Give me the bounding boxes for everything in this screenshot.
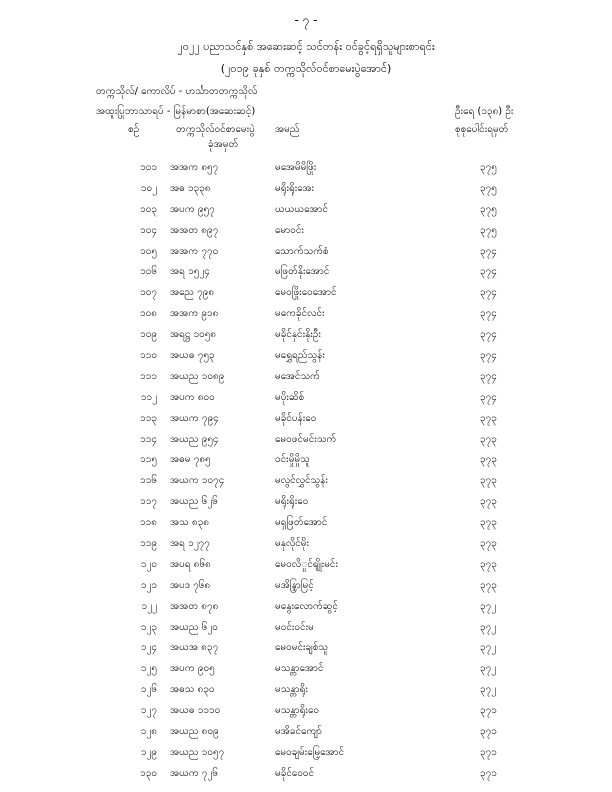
total-marks: ၃၇၃	[480, 558, 497, 570]
table-row	[0, 432, 612, 453]
total-marks: ၃၇၂	[480, 621, 497, 633]
roll-number: အအက ၇၇၀	[170, 245, 219, 257]
total-marks: ၃၇၃	[480, 454, 497, 466]
total-marks: ၃၇၁	[480, 705, 497, 717]
table-row	[0, 766, 612, 787]
student-name: မဖြတ်နိုးအောင်	[275, 266, 330, 278]
total-marks: ၃၇၅	[480, 162, 497, 173]
student-name: မရွှေရည်သွန်း	[275, 350, 325, 362]
table-row	[0, 682, 612, 703]
table-row	[0, 285, 612, 306]
student-name: မခိုင်ဝေဝင်	[275, 767, 315, 779]
total-marks: ၃၇၃	[480, 517, 497, 529]
roll-number: အအတ ၈၉၇	[170, 224, 219, 236]
roll-number: အဓသ ၈၃၀	[170, 684, 215, 696]
row-number: ၁၁၈	[140, 517, 157, 529]
table-row	[0, 661, 612, 682]
student-name: မေဝလိှုင်ရျိုးမင်း	[275, 558, 338, 570]
header-roll-number: တက္ကသိုလ်ဝင်စာမေးပွဲ	[176, 124, 255, 135]
roll-number: အဓ ၁၃၃၈	[170, 182, 211, 194]
roll-number: အယအ ၈၃၇	[170, 642, 219, 654]
row-number: ၁၂၆	[140, 684, 157, 696]
student-name: မအိန္ဒြာမြင့်	[275, 579, 314, 591]
student-name: မပိုးဆိစ်	[275, 391, 305, 403]
row-number: ၁၁၉	[140, 538, 157, 550]
row-number: ၁၂၂	[141, 600, 157, 612]
row-number: ၁၀၆	[140, 266, 157, 278]
table-row	[0, 181, 612, 202]
specialty-line: အထူးပြုဘာသာရပ် - မြန်မာစာ(အဆေးဆင့်)	[96, 106, 256, 117]
table-row	[0, 599, 612, 620]
total-marks: ၃၇၃	[480, 538, 497, 550]
roll-number: အပက ၈၀၀	[170, 391, 215, 403]
roll-number: အရ ၁၅၂၄	[170, 266, 210, 278]
row-number: ၁၀၇	[140, 287, 157, 299]
total-marks: ၃၇၁	[480, 726, 497, 738]
table-row	[0, 473, 612, 494]
row-number: ၁၁၀	[140, 350, 157, 362]
table-row	[0, 369, 612, 390]
total-marks: ၃၇၄	[480, 329, 497, 341]
row-number: ၁၂၄	[140, 642, 157, 654]
row-number: ၁၀၂	[140, 182, 157, 194]
table-row	[0, 223, 612, 244]
header-total-marks: စုစုပေါင်းရမှတ်	[455, 124, 509, 135]
student-name: မရိုးရိုးအေး	[275, 182, 315, 194]
student-name: သောက်သက်စံ	[275, 245, 329, 257]
table-row	[0, 745, 612, 766]
roll-number: အပဒ ၇၆၈	[170, 579, 211, 591]
student-name: မရှဖြတ်အောင်	[275, 517, 328, 529]
row-number: ၁၁၁	[140, 370, 157, 382]
roll-number: အအတ ၈၇၈	[170, 600, 219, 612]
total-marks: ၃၇၃	[480, 433, 497, 445]
total-marks: ၃၇၄	[480, 308, 497, 320]
total-marks: ၃၇၅	[480, 203, 497, 215]
student-name: မေဝချမ်းမြေ့အောင်	[275, 746, 345, 758]
student-name: မအိခင်ကျော်	[275, 726, 322, 738]
roll-number: အပက ၉၅၇	[170, 203, 215, 215]
row-number: ၁၂၈	[140, 726, 157, 738]
table-row	[0, 452, 612, 473]
student-name: မောဝင်း	[275, 224, 304, 236]
header-roll-number-line2: ခုံအမှတ်	[208, 139, 239, 150]
table-row	[0, 348, 612, 369]
total-count: ဦးရေ (၁၃၈) ဦး	[455, 106, 514, 117]
student-name: မေဝဖင်မင်းသက်	[275, 433, 337, 445]
roll-number: အရ ၁၂၇၇	[170, 538, 210, 550]
document-subtitle: (၂၀၁၉ ခုနှစ် တက္ကသိုလ်ဝင်စာမေးပွဲအောင်)	[220, 62, 392, 75]
total-marks: ၃၇၅	[480, 224, 497, 236]
page-number: - ၇ -	[294, 13, 318, 27]
roll-number: အယည ၆၂၆	[170, 496, 218, 508]
student-name: မေဝမင်းချစ်သူ	[275, 642, 329, 654]
student-name: မနွေးလောက်ဆွင့်	[275, 600, 338, 612]
student-name: မခိုင်နှင်းနိုးဦး	[275, 329, 321, 341]
total-marks: ၃၇၃	[480, 579, 497, 591]
total-marks: ၃၇၄	[480, 245, 497, 257]
header-name: အမည်	[275, 124, 300, 135]
roll-number: အပရ ၈၆၈	[170, 558, 211, 570]
row-number: ၁၂၁	[140, 579, 157, 591]
roll-number: အရဋ္ဌ ၁၀၅၈	[170, 329, 217, 341]
roll-number: အဓမ ၇၈၅	[170, 454, 211, 466]
header-no: စဉ်	[128, 124, 140, 135]
student-name: မေဝဖြိုးဝေအောင်	[275, 287, 337, 299]
row-number: ၁၂၉	[140, 746, 157, 758]
roll-number: အအက ၈၅၇	[170, 162, 219, 173]
student-name: မသန္တာအောင်	[275, 663, 324, 675]
row-number: ၁၁၆	[140, 475, 157, 487]
student-name: မအေမိမိဖြိုး	[275, 162, 317, 173]
row-number: ၁၂၇	[140, 705, 157, 717]
table-row	[0, 494, 612, 515]
university-line: တက္ကသိုလ်/ ကောလိပ် - ဟင်္သာတတက္ကသိုလ်	[96, 86, 258, 97]
total-marks: ၃၇၃	[480, 496, 497, 508]
student-name: မလွင်လွှင်သွန်း	[275, 475, 328, 487]
table-row	[0, 160, 612, 181]
roll-number: အယဓ ၁၁၁၀	[170, 705, 221, 717]
total-marks: ၃၇၂	[480, 684, 497, 696]
row-number: ၁၂၅	[140, 663, 157, 675]
table-row	[0, 640, 612, 661]
total-marks: ၃၇၂	[480, 600, 497, 612]
student-name: မကေခိုင်လင်း	[275, 308, 325, 320]
row-number: ၁၁၇	[140, 496, 157, 508]
table-row	[0, 703, 612, 724]
table-row	[0, 306, 612, 327]
table-row	[0, 620, 612, 641]
student-name: မအေင်သက်	[275, 370, 320, 382]
row-number: ၁၃၀	[140, 767, 157, 779]
roll-number: အယည ၁၀၅၇	[170, 746, 225, 758]
row-number: ၁၁၄	[140, 433, 157, 445]
row-number: ၁၀၅	[140, 245, 157, 257]
roll-number: အယက ၇၉၄	[170, 412, 219, 424]
row-number: ၁၂၃	[140, 621, 157, 633]
roll-number: အယည ၈၀၉	[170, 726, 219, 738]
total-marks: ၃၇၄	[480, 266, 497, 278]
student-name: မနုလိုင်မိုး	[275, 538, 310, 550]
table-row	[0, 515, 612, 536]
table-row	[0, 327, 612, 348]
row-number: ၁၁၂	[140, 391, 157, 403]
row-number: ၁၀၈	[140, 308, 157, 320]
row-number: ၁၀၃	[140, 203, 157, 215]
total-marks: ၃၇၄	[480, 287, 497, 299]
table-row	[0, 557, 612, 578]
total-marks: ၃၇၂	[480, 642, 497, 654]
total-marks: ၃၇၄	[480, 350, 497, 362]
row-number: ၁၀၉	[140, 329, 157, 341]
total-marks: ၃၇၁	[480, 746, 497, 758]
roll-number: အအက ၉၁၈	[170, 308, 219, 320]
row-number: ၁၀၄	[140, 224, 157, 236]
document-title: ၂၀၂၂ ပညာသင်နှစ် အဆေးဆင့် သင်တန်း ဝင်ခွင့်ရရှိသူများစာရင်း	[177, 40, 435, 53]
roll-number: အသ ၈၃၈	[170, 517, 210, 529]
table-row	[0, 411, 612, 432]
roll-number: အယည ၉၅၄	[170, 433, 219, 445]
student-name: ဝင်းမှိုမှိုသူ	[275, 454, 310, 466]
student-name: ယယယအောင်	[275, 203, 328, 215]
row-number: ၁၁၅	[140, 454, 157, 466]
total-marks: ၃၇၃	[480, 412, 497, 424]
roll-number: အယည ၆၂၀	[170, 621, 218, 633]
table-row	[0, 390, 612, 411]
roll-number: အယည ၁၀၈၉	[170, 370, 225, 382]
table-row	[0, 578, 612, 599]
table-row	[0, 536, 612, 557]
table-row	[0, 264, 612, 285]
roll-number: အပက ၉၀၅	[170, 663, 215, 675]
student-name: မသန္တာရိုးဝေ	[275, 705, 319, 717]
total-marks: ၃၇၁	[480, 767, 497, 779]
total-marks: ၃၇၄	[480, 370, 497, 382]
student-name: မဝင်းဝင်းမ	[275, 621, 314, 633]
row-number: ၁၂၀	[140, 558, 157, 570]
roll-number: အယက ၇၂၆	[170, 767, 219, 779]
table-row	[0, 724, 612, 745]
student-name: မသန္တာရိုး	[275, 684, 308, 696]
student-list	[0, 160, 612, 787]
student-name: မခိုင်ပန်းဝေ	[275, 412, 317, 424]
total-marks: ၃၇၂	[480, 663, 497, 675]
total-marks: ၃၇၄	[480, 391, 497, 403]
table-row	[0, 202, 612, 223]
total-marks: ၃၇၅	[480, 182, 497, 194]
row-number: ၁၁၃	[140, 412, 157, 424]
roll-number: အယဓ ၇၅၃	[170, 350, 215, 362]
roll-number: အယက ၁၀၇၄	[170, 475, 225, 487]
student-name: မရိုးရိုးဝေ	[275, 496, 309, 508]
roll-number: အညေ ၇၉၈	[170, 287, 215, 299]
row-number: ၁၀၁	[140, 162, 157, 173]
table-row	[0, 244, 612, 265]
total-marks: ၃၇၃	[480, 475, 497, 487]
